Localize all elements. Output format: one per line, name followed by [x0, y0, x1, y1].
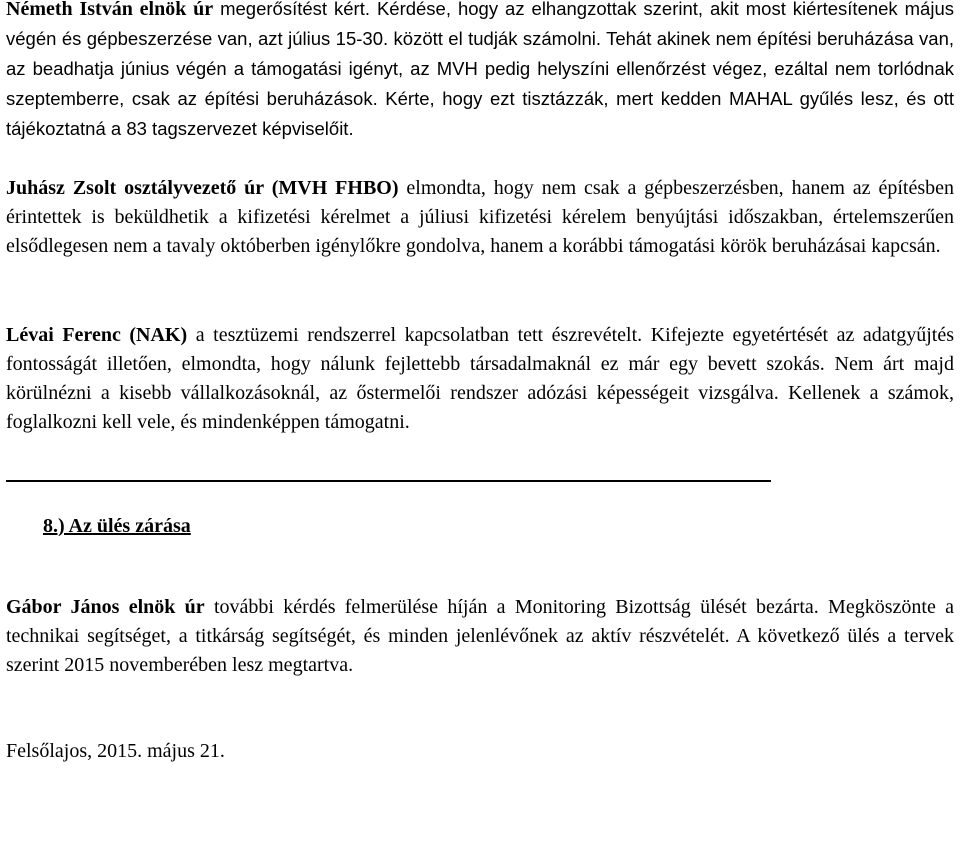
- document-page: [6, 0, 954, 766]
- paragraph-text: a tesztüzemi rendszerrel kapcsolatban tett észrevételt. Kifejezte egyetértését az adatgyűjtés fontosságát illetően, elmondta, hogy nálunk fejlettebb társadalmaknál ez már egy bevett szokás. Nem árt majd körülnézni a kisebb vállalkozásoknál, az őstermelői rendszer adózási képességeit vizsgálva. Kellenek a számok, foglalkozni kell vele, és mindenképpen támogatni.: [6, 324, 955, 433]
- paragraph-nemeth: [6, 0, 954, 144]
- organization: (MVH FHBO): [263, 177, 399, 199]
- paragraph-text: további kérdés felmerülése híján a Monitoring Bizottság ülését bezárta. Megköszönte a technikai segítséget, a titkárság segítségét, és minden jelenlévőnek az aktív részvételét. A következő ülés a tervek szerint 2015 novemberében lesz megtartva.: [6, 596, 954, 676]
- document-date: Felsőlajos, 2015. május 21.: [6, 740, 225, 762]
- speaker-name: Lévai Ferenc: [6, 324, 121, 346]
- speaker-name: Gábor János elnök úr: [6, 596, 205, 618]
- horizontal-rule: [6, 480, 771, 482]
- paragraph-levai: [6, 321, 954, 437]
- paragraph-text: megerősítést kért. Kérdése, hogy az elhangzottak szerint, akit most kiértesítenek május végén és gépbeszerzése van, azt július 15-30. között el tudják számolni. Tehát akinek nem építési beruházása van, az beadhatja június végén a támogatási igényt, az MVH pedig helyszíni ellenőrzést végez, ezáltal nem torlódnak szeptemberre, csak az építési beruházások. Kérte, hogy ezt tisztázzák, mert kedden MAHAL gyűlés lesz, és ott tájékoztatná a 83 tagszervezet képviselőit.: [6, 0, 954, 139]
- speaker-name: Juhász Zsolt osztályvezető úr: [6, 177, 264, 199]
- paragraph-gabor: [6, 593, 954, 680]
- organization: (NAK): [120, 324, 188, 346]
- paragraph-juhasz: [6, 174, 954, 261]
- section-heading: 8.) Az ülés zárása: [43, 515, 191, 537]
- speaker-name: Németh István elnök úr: [6, 0, 214, 20]
- paragraph-text: elmondta, hogy nem csak a gépbeszerzésben, hanem az építésben érintettek is beküldhetik a kifizetési kérelmet a júliusi kifizetési kérelem benyújtási időszakban, értelemszerűen elsődlegesen nem a tavaly októberben igénylőkre gondolva, hanem a korábbi támogatási körök beruházásai kapcsán.: [6, 177, 954, 257]
